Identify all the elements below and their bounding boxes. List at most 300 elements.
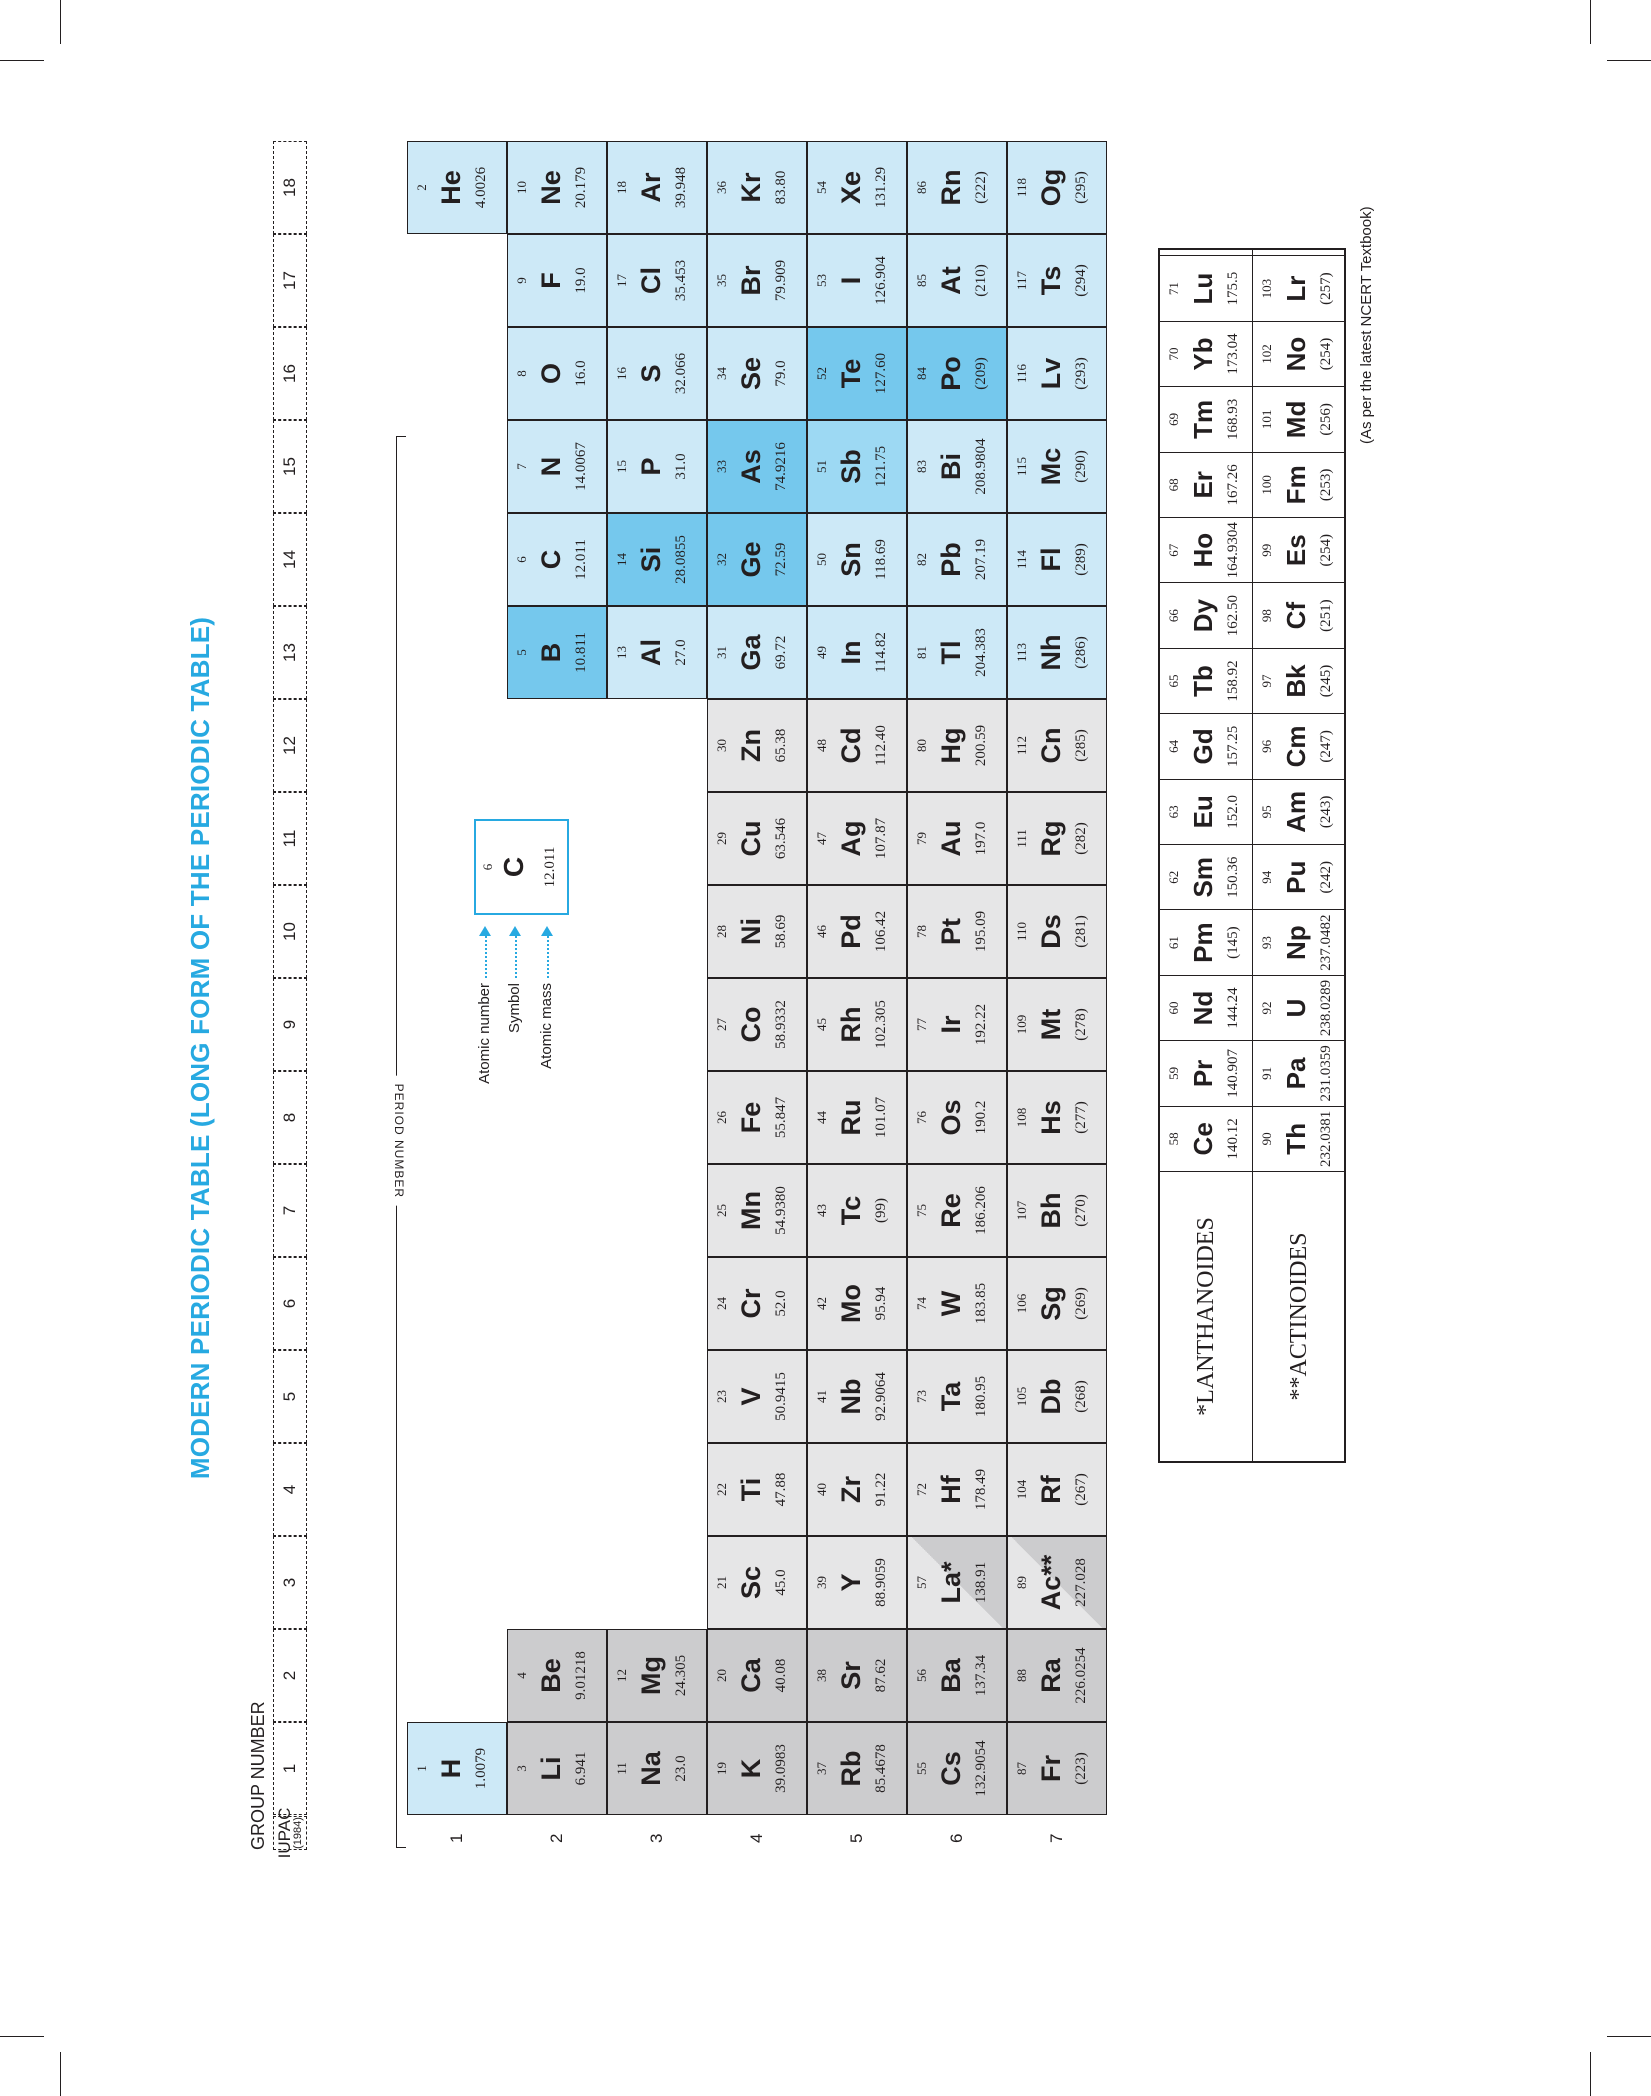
element-cell-na (607, 1722, 707, 1815)
atomic-mass: (268) (1073, 1380, 1089, 1413)
atomic-number: 29 (714, 832, 729, 845)
element-symbol: Pb (936, 542, 966, 577)
element-cell-rb (807, 1722, 907, 1815)
element-symbol: Be (536, 1658, 566, 1693)
element-cell-th (1253, 1106, 1345, 1171)
element-symbol: H (436, 1758, 466, 1779)
atomic-mass: (254) (1318, 337, 1334, 371)
element-symbol: Hg (936, 727, 966, 764)
element-cell-cu (707, 792, 807, 885)
atomic-number: 82 (914, 553, 929, 566)
element-cell-nb (807, 1350, 907, 1443)
atomic-number: 30 (714, 739, 729, 752)
atomic-number: 84 (914, 367, 929, 380)
atomic-number: 73 (914, 1390, 929, 1403)
atomic-mass: (270) (1073, 1194, 1089, 1227)
atomic-number: 10 (514, 181, 529, 194)
element-cell-sm (1160, 844, 1252, 909)
iupac-year: (1984) (292, 1817, 304, 1849)
element-cell-h (407, 1722, 507, 1815)
atomic-mass: (254) (1318, 533, 1334, 567)
atomic-mass: (290) (1073, 450, 1089, 483)
element-cell-fl (1007, 513, 1107, 606)
element-cell-ni (707, 885, 807, 978)
atomic-mass: (285) (1073, 729, 1089, 762)
iupac-label: IUPAC (275, 1807, 294, 1859)
arrow-right-icon (541, 926, 553, 936)
element-symbol: Al (636, 639, 666, 666)
atomic-mass: 207.19 (973, 538, 989, 581)
atomic-number: 47 (814, 832, 829, 845)
atomic-number: 102 (1259, 344, 1274, 364)
element-symbol: Rg (1036, 820, 1066, 857)
atomic-number: 38 (814, 1669, 829, 1682)
source-note: (As per the latest NCERT Textbook) (1358, 206, 1375, 444)
atomic-number: 100 (1259, 475, 1274, 495)
element-cell-gd (1160, 713, 1252, 778)
atomic-mass: 152.0 (1225, 794, 1241, 829)
group-header-8: 8 (273, 1071, 307, 1164)
element-symbol: Ar (636, 172, 666, 203)
element-cell-pd (807, 885, 907, 978)
atomic-mass: (294) (1073, 264, 1089, 297)
element-cell-co (707, 978, 807, 1071)
element-symbol: Pr (1188, 1059, 1218, 1088)
atomic-mass: 178.49 (973, 1468, 989, 1511)
element-cell-rn (907, 141, 1007, 234)
element-symbol: Ts (1036, 265, 1066, 296)
element-symbol: Ag (836, 820, 866, 857)
atomic-mass: (281) (1073, 915, 1089, 948)
atomic-number: 55 (914, 1762, 929, 1775)
atomic-mass: 28.0855 (673, 535, 689, 584)
element-symbol: Os (936, 1099, 966, 1136)
atomic-mass: 63.546 (773, 817, 789, 860)
atomic-mass: 47.88 (773, 1472, 789, 1507)
element-symbol: Dy (1188, 599, 1218, 633)
element-cell-w (907, 1257, 1007, 1350)
atomic-number: 51 (814, 460, 829, 473)
atomic-mass: 167.26 (1225, 464, 1241, 506)
period-label-1: 1 (447, 1833, 466, 1843)
atomic-mass: 204.383 (973, 628, 989, 677)
atomic-number: 57 (914, 1576, 929, 1589)
element-cell-ru (807, 1071, 907, 1164)
element-cell-k (707, 1722, 807, 1815)
atomic-number: 96 (1259, 739, 1274, 753)
element-cell-cr (707, 1257, 807, 1350)
element-symbol: Re (936, 1193, 966, 1228)
atomic-mass: 231.0359 (1318, 1045, 1334, 1102)
element-symbol: Se (736, 356, 766, 391)
element-cell-no (1253, 321, 1345, 386)
atomic-mass: 180.95 (973, 1375, 989, 1418)
element-cell-mc (1007, 420, 1107, 513)
atomic-mass: 140.12 (1225, 1118, 1241, 1160)
atomic-number: 98 (1259, 609, 1274, 623)
element-cell-ta (907, 1350, 1007, 1443)
atomic-mass: 91.22 (873, 1472, 889, 1507)
element-cell-ca (707, 1629, 807, 1722)
atomic-number: 8 (514, 370, 529, 377)
atomic-mass: (253) (1318, 468, 1334, 502)
atomic-number: 20 (714, 1669, 729, 1682)
element-symbol: Rh (836, 1006, 866, 1043)
element-symbol: Pa (1281, 1057, 1311, 1090)
atomic-mass: 131.29 (873, 166, 889, 209)
element-cell-zr (807, 1443, 907, 1536)
atomic-mass: 173.04 (1225, 333, 1241, 375)
period-label-5: 5 (847, 1833, 866, 1843)
element-cell-bk (1253, 648, 1345, 713)
element-cell-db (1007, 1350, 1107, 1443)
element-cell-cf (1253, 582, 1345, 647)
atomic-mass: (210) (973, 264, 989, 297)
element-symbol: Am (1281, 790, 1311, 833)
atomic-mass: 27.0 (673, 639, 689, 666)
element-cell-ce (1160, 1106, 1252, 1171)
atomic-number: 31 (714, 646, 729, 659)
atomic-number: 6 (514, 556, 529, 563)
element-symbol: Db (1036, 1378, 1066, 1415)
element-symbol: O (536, 363, 566, 385)
element-cell-kr (707, 141, 807, 234)
element-symbol: V (736, 1387, 766, 1406)
atomic-number: 32 (714, 553, 729, 566)
atomic-number: 87 (1014, 1762, 1029, 1775)
element-symbol: Lr (1281, 275, 1311, 302)
element-cell-y (807, 1536, 907, 1629)
atomic-number: 48 (814, 739, 829, 752)
element-symbol: Lv (1036, 357, 1066, 390)
group-header-12: 12 (273, 699, 307, 792)
atomic-number: 83 (914, 460, 929, 473)
element-cell-rg (1007, 792, 1107, 885)
atomic-number: 58 (1166, 1132, 1181, 1146)
element-cell-mo (807, 1257, 907, 1350)
element-symbol: Na (636, 1751, 666, 1786)
element-symbol: Rn (936, 169, 966, 206)
atomic-number: 78 (914, 925, 929, 938)
atomic-number: 39 (814, 1576, 829, 1589)
period-label-3: 3 (647, 1833, 666, 1843)
element-symbol: Cs (936, 1751, 966, 1786)
element-cell-cn (1007, 699, 1107, 792)
element-symbol: Md (1281, 400, 1311, 439)
atomic-number: 117 (1014, 270, 1029, 291)
arrow-right-icon (479, 926, 491, 936)
element-cell-mn (707, 1164, 807, 1257)
element-cell-eu (1160, 779, 1252, 844)
element-cell-xe (807, 141, 907, 234)
period-label-2: 2 (547, 1833, 566, 1843)
atomic-number: 34 (714, 367, 729, 380)
atomic-mass: 132.9054 (973, 1740, 989, 1797)
atomic-mass: (222) (973, 171, 989, 204)
atomic-number: 72 (914, 1483, 929, 1496)
element-symbol: Te (836, 358, 866, 389)
element-cell-fr (1007, 1722, 1107, 1815)
legend-atomic-number-label: Atomic number (476, 983, 493, 1084)
atomic-mass: 24.305 (673, 1654, 689, 1697)
element-symbol: Cd (836, 727, 866, 764)
atomic-mass: 190.2 (973, 1100, 989, 1135)
atomic-mass: (267) (1073, 1473, 1089, 1506)
atomic-mass: 192.22 (973, 1003, 989, 1046)
element-cell-ga (707, 606, 807, 699)
atomic-mass: 138.91 (973, 1561, 989, 1604)
element-symbol: Zn (736, 729, 766, 762)
element-cell-ar (607, 141, 707, 234)
atomic-number: 33 (714, 460, 729, 473)
element-cell-ra (1007, 1629, 1107, 1722)
element-cell-i (807, 234, 907, 327)
atomic-mass: 137.34 (973, 1654, 989, 1697)
atomic-number: 60 (1166, 1001, 1181, 1015)
atomic-mass: 118.69 (873, 539, 889, 580)
atomic-number: 49 (814, 646, 829, 659)
atomic-number: 21 (714, 1576, 729, 1589)
element-cell-yb (1160, 321, 1252, 386)
element-symbol: Y (836, 1573, 866, 1592)
atomic-mass: (99) (873, 1198, 889, 1223)
atomic-number: 93 (1259, 936, 1274, 950)
group-header-14: 14 (273, 513, 307, 606)
element-symbol: Ne (536, 170, 566, 205)
atomic-mass: 55.847 (773, 1096, 789, 1139)
element-symbol: Hf (936, 1475, 966, 1504)
element-cell-f (507, 234, 607, 327)
element-cell-lr (1253, 255, 1345, 320)
element-cell-re (907, 1164, 1007, 1257)
atomic-number: 17 (614, 274, 629, 287)
element-symbol: Fe (736, 1101, 766, 1134)
element-symbol: Pm (1188, 922, 1218, 963)
legend-dotted-line (485, 936, 487, 978)
element-cell-sn (807, 513, 907, 606)
element-cell-os (907, 1071, 1007, 1164)
atomic-number: 5 (514, 649, 529, 656)
atomic-mass: 238.0289 (1318, 979, 1334, 1037)
atomic-number: 15 (614, 460, 629, 473)
legend-atomic-mass (538, 926, 555, 1069)
atomic-number: 41 (814, 1390, 829, 1403)
element-cell-lv (1007, 327, 1107, 420)
atomic-mass: 226.0254 (1073, 1647, 1089, 1704)
element-symbol: In (836, 640, 866, 665)
atomic-mass: 112.40 (873, 725, 889, 766)
legend-example-atomic-number: 6 (480, 863, 495, 871)
element-symbol: Ba (936, 1658, 966, 1693)
atomic-number: 104 (1014, 1479, 1029, 1500)
atomic-mass: 74.9216 (773, 442, 789, 491)
element-symbol: U (1281, 998, 1311, 1018)
element-cell-ge (707, 513, 807, 606)
atomic-mass: 158.92 (1225, 660, 1241, 702)
element-cell-sg (1007, 1257, 1107, 1350)
atomic-number: 50 (814, 553, 829, 566)
element-cell-ac (1007, 1536, 1107, 1629)
element-cell-rf (1007, 1443, 1107, 1536)
element-cell-li (507, 1722, 607, 1815)
atomic-number: 62 (1166, 870, 1181, 884)
atomic-number: 89 (1014, 1576, 1029, 1589)
atomic-mass: (242) (1318, 860, 1334, 894)
atomic-mass: (256) (1318, 403, 1334, 436)
element-cell-lu (1160, 255, 1252, 320)
atomic-number: 44 (814, 1111, 829, 1124)
atomic-mass: 52.0 (773, 1290, 789, 1317)
atomic-mass: 164.9304 (1225, 522, 1241, 579)
element-symbol: Nb (836, 1378, 866, 1415)
element-symbol: Ho (1188, 532, 1218, 568)
atomic-mass: 208.9804 (973, 438, 989, 495)
element-symbol: Hs (1036, 1100, 1066, 1135)
atomic-number: 43 (814, 1204, 829, 1217)
atomic-number: 28 (714, 925, 729, 938)
element-cell-s (607, 327, 707, 420)
atomic-number: 101 (1259, 409, 1274, 430)
atomic-mass: (293) (1073, 357, 1089, 390)
atomic-number: 116 (1014, 363, 1029, 384)
element-symbol: At (936, 266, 966, 295)
atomic-number: 71 (1166, 282, 1181, 296)
atomic-mass: 16.0 (573, 360, 589, 387)
element-cell-po (907, 327, 1007, 420)
atomic-mass: (209) (973, 357, 989, 390)
element-cell-cl (607, 234, 707, 327)
element-cell-np (1253, 909, 1345, 974)
element-symbol: Tm (1188, 399, 1218, 439)
element-cell-fm (1253, 452, 1345, 517)
iupac-header (273, 1807, 307, 1859)
element-cell-hf (907, 1443, 1007, 1536)
element-symbol: Mg (636, 1656, 666, 1695)
atomic-mass: 10.811 (573, 632, 589, 673)
element-symbol: He (436, 170, 466, 205)
atomic-mass: (251) (1318, 599, 1334, 632)
element-symbol: Pu (1281, 860, 1311, 894)
element-symbol: Ir (936, 1015, 966, 1034)
atomic-number: 112 (1014, 735, 1029, 756)
group-header-16: 16 (273, 327, 307, 420)
element-cell-pu (1253, 844, 1345, 909)
element-symbol: Cn (1036, 727, 1066, 764)
atomic-mass: 32.066 (673, 352, 689, 395)
atomic-number: 107 (1014, 1200, 1029, 1221)
group-header-6: 6 (273, 1257, 307, 1350)
atomic-mass: 83.80 (773, 170, 789, 205)
atomic-number: 92 (1259, 1001, 1274, 1015)
element-symbol: La* (936, 1561, 966, 1604)
legend-example-symbol: C (498, 856, 529, 878)
element-cell-tc (807, 1164, 907, 1257)
atomic-mass: 12.011 (573, 539, 589, 580)
atomic-mass: 157.25 (1225, 725, 1241, 768)
element-symbol: Lu (1188, 272, 1218, 305)
atomic-number: 99 (1259, 543, 1274, 557)
element-cell-sc (707, 1536, 807, 1629)
atomic-mass: 19.0 (573, 267, 589, 294)
element-cell-pm (1160, 909, 1252, 974)
group-header-4: 4 (273, 1443, 307, 1536)
element-cell-og (1007, 141, 1107, 234)
atomic-number: 118 (1014, 177, 1029, 198)
element-symbol: Tb (1188, 665, 1218, 697)
atomic-mass: (282) (1073, 822, 1089, 855)
element-symbol: Bk (1281, 664, 1311, 698)
page-title: MODERN PERIODIC TABLE (LONG FORM OF THE PERIODIC TABLE) (185, 616, 215, 1480)
atomic-mass: 87.62 (873, 1658, 889, 1693)
element-cell-te (807, 327, 907, 420)
element-cell-hs (1007, 1071, 1107, 1164)
group-header-13: 13 (273, 606, 307, 699)
atomic-mass: 95.94 (873, 1286, 889, 1321)
atomic-number: 24 (714, 1297, 729, 1310)
atomic-number: 90 (1259, 1132, 1274, 1146)
element-cell-tm (1160, 386, 1252, 451)
atomic-number: 27 (714, 1018, 729, 1031)
element-cell-es (1253, 517, 1345, 582)
legend-atomic-number (476, 926, 493, 1084)
legend-example-cell (474, 819, 569, 915)
element-cell-nd (1160, 975, 1252, 1040)
element-symbol: Br (736, 265, 766, 296)
element-symbol: Mo (836, 1284, 866, 1323)
element-symbol: Ra (1036, 1658, 1066, 1693)
element-cell-he (407, 141, 507, 234)
atomic-number: 7 (514, 463, 529, 470)
atomic-number: 108 (1014, 1107, 1029, 1128)
atomic-number: 111 (1014, 829, 1029, 848)
atomic-number: 23 (714, 1390, 729, 1403)
element-symbol: Er (1188, 471, 1218, 499)
element-cell-nh (1007, 606, 1107, 699)
element-cell-ds (1007, 885, 1107, 978)
element-symbol: Th (1281, 1122, 1311, 1155)
group-header-9: 9 (273, 978, 307, 1071)
element-cell-u (1253, 975, 1345, 1040)
legend-symbol-label: Symbol (506, 983, 523, 1034)
element-symbol: C (536, 549, 566, 570)
atomic-mass: 88.9059 (873, 1558, 889, 1607)
atomic-mass: 200.59 (973, 724, 989, 767)
atomic-mass: (257) (1318, 272, 1334, 305)
element-cell-p (607, 420, 707, 513)
element-symbol: Bi (936, 453, 966, 480)
element-cell-cs (907, 1722, 1007, 1815)
atomic-number: 77 (914, 1018, 929, 1031)
atomic-mass: 31.0 (673, 453, 689, 480)
element-symbol: Ta (936, 1381, 966, 1412)
element-symbol: Ru (836, 1099, 866, 1136)
element-symbol: Sr (836, 1661, 866, 1690)
group-number-label: GROUP NUMBER (248, 1701, 268, 1850)
atomic-number: 22 (714, 1483, 729, 1496)
element-symbol: Yb (1188, 337, 1218, 371)
element-symbol: Ac** (1036, 1554, 1066, 1611)
atomic-mass: 168.93 (1225, 398, 1241, 441)
atomic-number: 52 (814, 367, 829, 380)
atomic-number: 9 (514, 277, 529, 284)
element-symbol: Zr (836, 1476, 866, 1503)
element-cell-be (507, 1629, 607, 1722)
element-cell-bi (907, 420, 1007, 513)
element-cell-ir (907, 978, 1007, 1071)
atomic-number: 94 (1259, 870, 1274, 884)
element-cell-pt (907, 885, 1007, 978)
atomic-mass: 121.75 (873, 445, 889, 488)
